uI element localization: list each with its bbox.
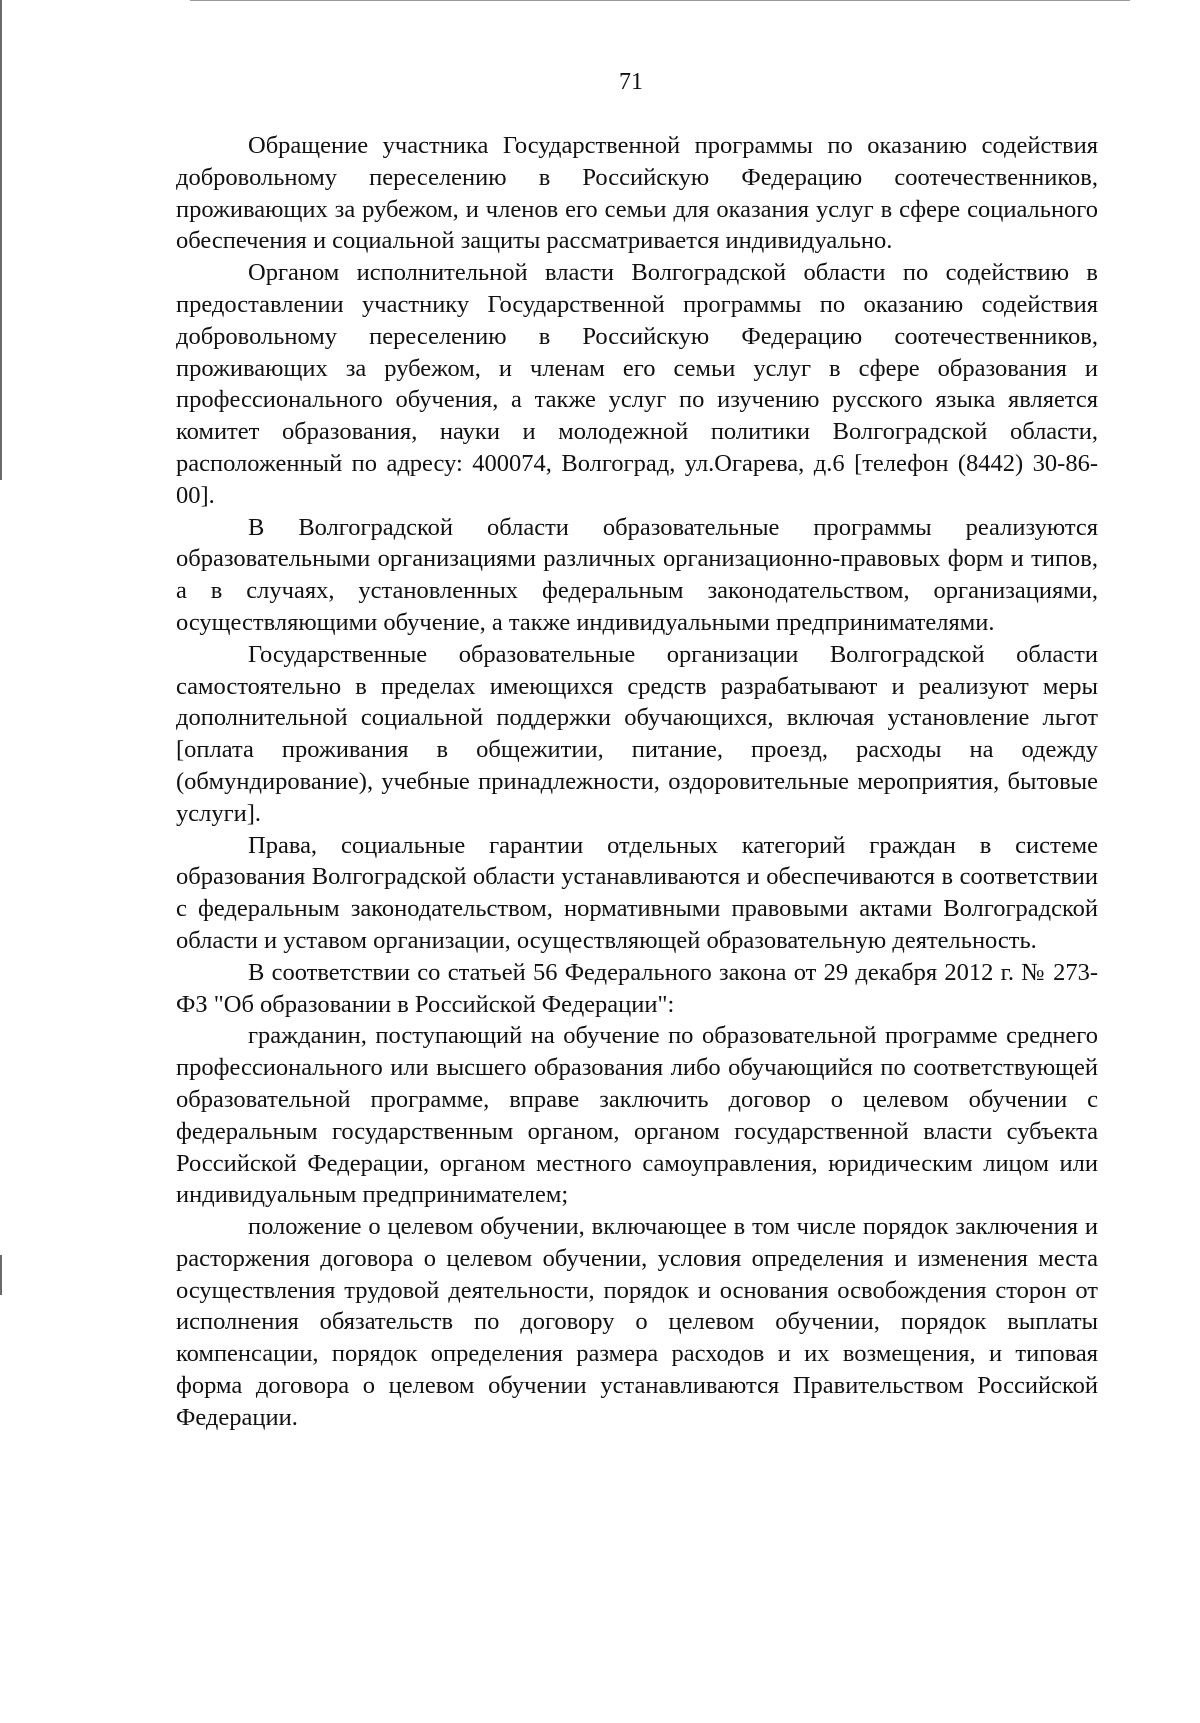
page-number: 71 [619,69,643,95]
document-body [176,130,1098,1434]
paragraph: В соответствии со статьей 56 Федерального закона от 29 декабря 2012 г. № 273-ФЗ "Об образовании в Российской Федерации": [176,958,1098,1018]
paragraph: Обращение участника Государственной программы по оказанию содействия добровольному переселению в Российскую Федерацию соотечественников, проживающих за рубежом, и членов его семьи для оказания услуг в сфере социального обеспечения и социальной защиты рассматривается индивидуально. [176,132,1098,255]
paragraph: положение о целевом обучении, включающее в том числе порядок заключения и расторжения договора о целевом обучении, условия определения и изменения места осуществления трудовой деятельности, порядок и основания освобождения сторон от исполнения обязательств по договору о целевом обучении, порядок выплаты компенсации, порядок определения размера расходов и их возмещения, и типовая форма договора о целевом обучении устанавливаются Правительством Российской Федерации. [176,1213,1098,1431]
scan-edge-mark [0,1255,2,1295]
paragraph: Государственные образовательные организации Волгоградской области самостоятельно в пределах имеющихся средств разрабатывают и реализуют меры дополнительной социальной поддержки обучающихся, включая установление льгот [оплата проживания в общежитии, питание, проезд, расходы на одежду (обмундирование), учебные принадлежности, оздоровительные мероприятия, бытовые услуги]. [176,640,1098,827]
paragraph: В Волгоградской области образовательные программы реализуются образовательными организациями различных организационно-правовых форм и типов, а в случаях, установленных федеральным законодательством, организациями, осуществляющими обучение, а также индивидуальными предпринимателями. [176,513,1098,636]
paragraph: гражданин, поступающий на обучение по образовательной программе среднего профессионального или высшего образования либо обучающийся по соответствующей образовательной программе, вправе заключить договор о целевом обучении с федеральным государственным органом, органом государственной власти субъекта Российской Федерации, органом местного самоуправления, юридическим лицом или индивидуальным предпринимателем; [176,1022,1098,1209]
scan-edge-mark [190,0,1130,1]
paragraph: Органом исполнительной власти Волгоградской области по содействию в предоставлении участнику Государственной программы по оказанию содействия добровольному переселению в Российскую Федерацию соотечественников, проживающих за рубежом, и членам его семьи услуг в сфере образования и профессионального обучения, а также услуг по изучению русского языка является комитет образования, науки и молодежной политики Волгоградской области, расположенный по адресу: 400074, Волгоград, ул.Огарева, д.6 [телефон (8442) 30-86-00]. [176,259,1098,509]
paragraph: Права, социальные гарантии отдельных категорий граждан в системе образования Волгоградской области устанавливаются и обеспечиваются в соответствии с федеральным законодательством, нормативными правовыми актами Волгоградской области и уставом организации, осуществляющей образовательную деятельность. [176,831,1098,954]
